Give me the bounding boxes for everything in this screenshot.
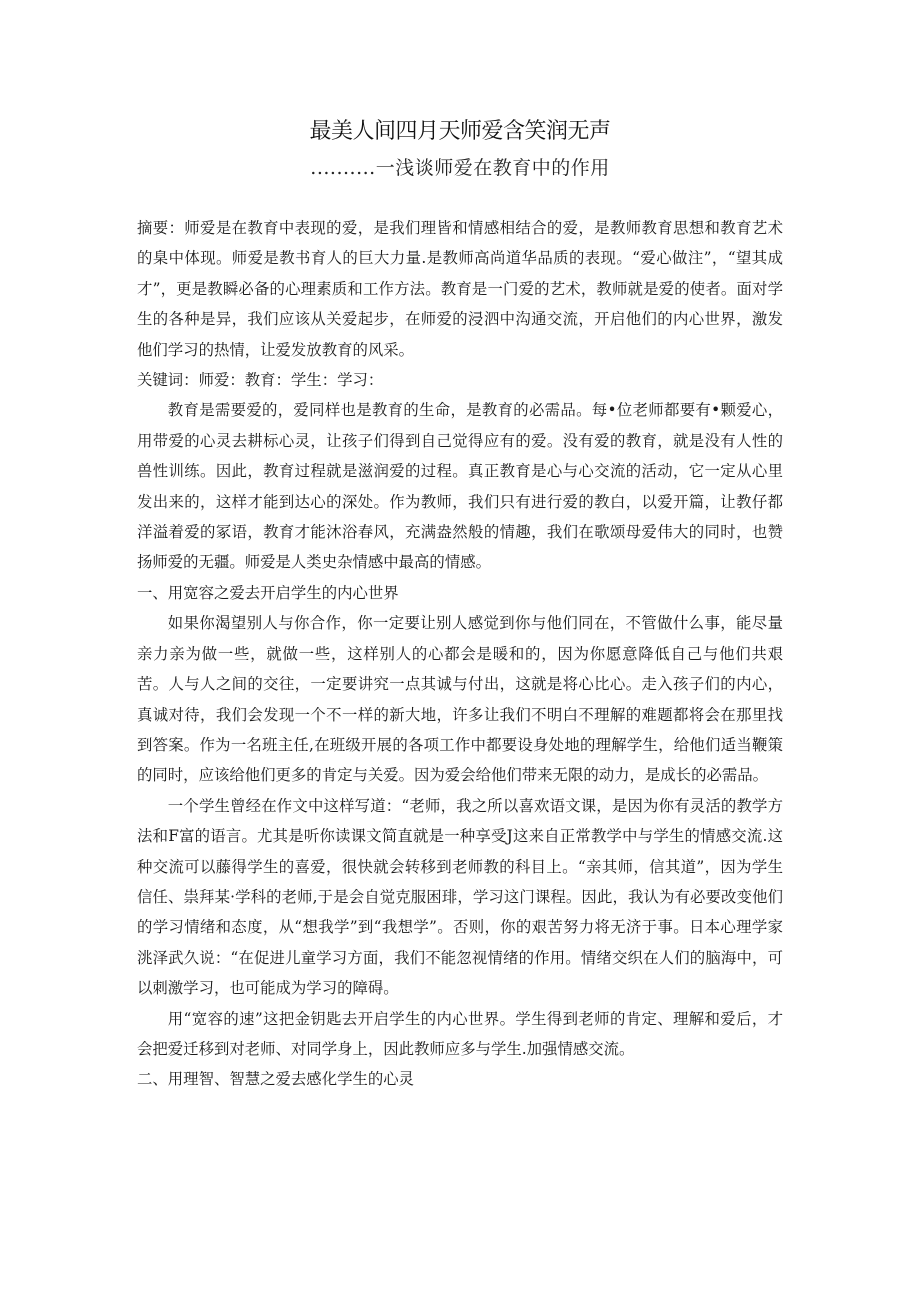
- document-body: [137, 213, 783, 1095]
- paragraph-golden-key: 用“宽容的速”这把金钥匙去开启学生的内心世界。学生得到老师的肯定、理解和爱后，才会把爱迁移到对老师、对同学身上，因此教师应多与学生.加强情感交流。: [137, 1009, 783, 1058]
- section-heading-1: 一、用宽容之爱去开启学生的内心世界: [137, 583, 399, 602]
- paragraph-cooperation: 如果你渴望别人与你合作，你一定要让别人感觉到你与他们同在，不管做什么事，能尽量亲力亲为做一些，就做一些，这样别人的心都会是暖和的，因为你愿意降低自己与他们共艰苦。人与人之间的交往，一定要讲究一点其诚与付出，这就是将心比心。走入孩子们的内心，真诚对待，我们会发现一个不一样的新大地，许多让我们不明白不理解的难题都将会在那里找到答案。作为一名班主任,在班级开展的各项工作中都要设身处地的理解学生，给他们适当鞭策的同时，应该给他们更多的肯定与关爱。因为爱会给他们带来无限的动力，是成长的必需品。: [137, 614, 783, 785]
- keywords: 关键词：师爱：教育：学生：学习：: [137, 371, 384, 390]
- paragraph-student-essay: 一个学生曾经在作文中这样写道：“老师，我之所以喜欢语文课，是因为你有灵活的教学方法和F富的语言。尤其是听你读课文简直就是一种享受J这来自正常教学中与学生的情感交流.这种交流可以藤得学生的喜爱，很快就会转移到老师教的科目上。“亲其师，信其道”，因为学生信任、祟拜某·学科的老师,于是会自觉克服困琲，学习这门课程。因此，我认为有必要改变他们的学习情绪和态度，从“想我学”到“我想学”。否则，你的艰苦努力将无济于事。日本心理学家洮泽武久说：“在促进儿童学习方面，我们不能忽视情绪的作用。情绪交织在人们的脑海中，可以刺激学习，也可能成为学习的障碍。: [137, 796, 783, 998]
- paragraph-intro: 教育是需要爱的，爱同样也是教育的生命，是教育的必需品。每•位老师都要有•颗爱心，用带爱的心灵去耕标心灵，让孩子们得到自己觉得应有的爱。没有爱的教育，就是没有人性的兽性训练。因此，教育过程就是滋润爱的过程。真正教育是心与心交流的活动，它一定从心里发出来的，这样才能到达心的深处。作为教师，我们只有进行爱的教白，以爱开篇，让教仔都洋溢着爱的冢语，教育才能沐浴春风，充满盎然般的情趣，我们在歌颂母爱伟大的同时，也赞扬师爱的无疆。师爱是人类史杂情感中最高的情感。: [137, 401, 783, 572]
- document-title: 最美人间四月天师爱含笑润无声: [309, 119, 611, 144]
- document-subtitle: ..........一浅谈师爱在教育中的作用: [310, 157, 610, 179]
- section-heading-2: 二、用理智、智慧之爱去感化学生的心灵: [137, 1070, 415, 1089]
- abstract: 摘要：师爱是在教育中表现的爱，是我们理皆和情感相结合的爱，是教师教育思想和教育艺术的臬中体现。师爱是教书育人的巨大力量.是教师高尚道华品质的表现。“爱心做注”，“望其成才”，更是教瞬必备的心理素质和工作方法。教育是一门爱的艺术，教师就是爱的使者。面对学生的各种是异，我们应该从关爱起步，在师爱的浸泗中沟通交流，开启他们的内心世界，激发他们学习的热情，让爱发放教育的风采。: [137, 219, 783, 359]
